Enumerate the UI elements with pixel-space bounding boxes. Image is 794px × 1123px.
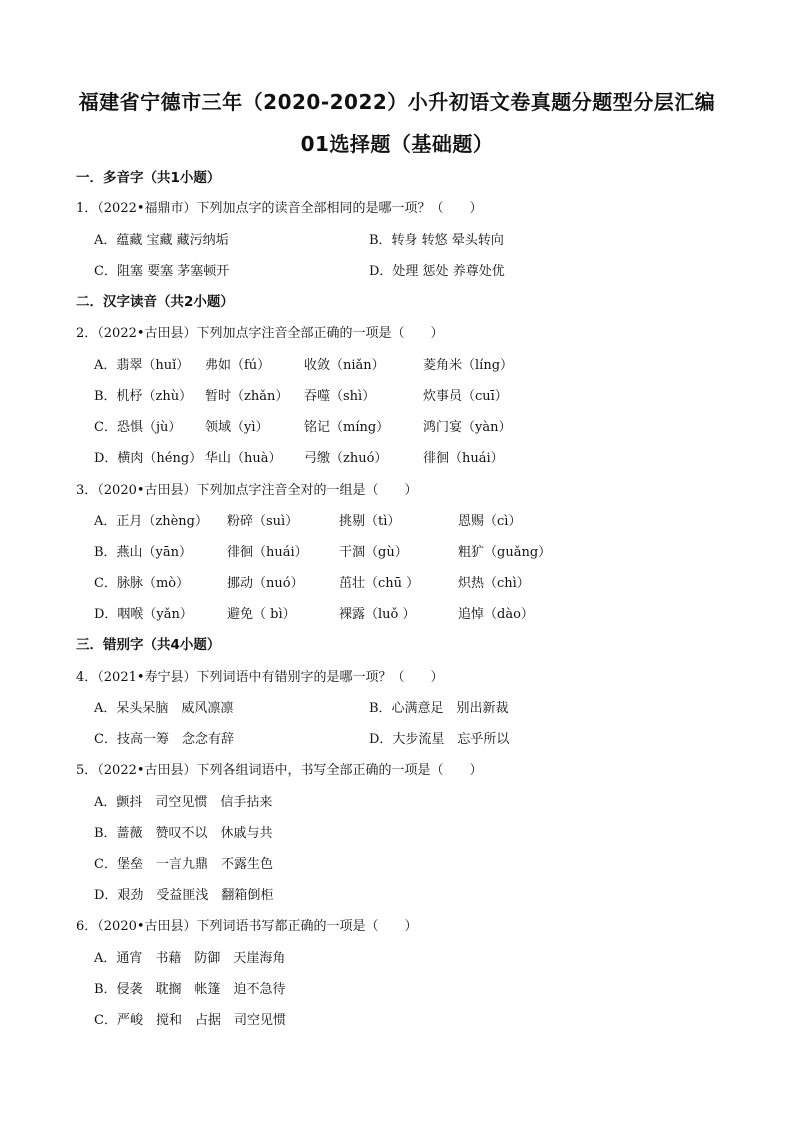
option-a-2: 粉碎（suì）: [227, 514, 299, 529]
section-heading: 三．错别字（共4小题）: [76, 637, 221, 653]
option-b-4: 炊事员（cuī）: [423, 389, 508, 404]
option-a-4: 菱角米（líng）: [423, 358, 514, 373]
option-a-1: A．翡翠（huǐ）: [94, 358, 190, 373]
option-c-1: C．恐惧（jù）: [94, 420, 182, 435]
question-stem: 2．（2022•古田县）下列加点字注音全部正确的一项是（ ）: [76, 326, 444, 341]
option-b-1: B．机杼（zhù）: [94, 389, 193, 404]
option-b-3: 干涸（gù）: [339, 545, 408, 560]
option-a-3: 收敛（niǎn）: [304, 358, 385, 373]
option-b: B．侵袭 耽搁 帐篷 迫不急待: [94, 982, 286, 997]
option-c: C．堡垒 一言九鼎 不露生色: [94, 857, 273, 872]
option-b-2: 徘徊（huái）: [227, 545, 308, 560]
option-b-3: 吞噬（shì）: [304, 389, 376, 404]
option-d: D．大步流星 忘乎所以: [369, 732, 510, 747]
option-d-2: 避免（ bì）: [227, 607, 296, 622]
option-b: B．心满意足 别出新裁: [369, 701, 509, 716]
page-subtitle: 01选择题（基础题）: [300, 132, 494, 156]
option-d-2: 华山（huà）: [205, 451, 282, 466]
question-stem: 3．（2020•古田县）下列加点字注音全对的一组是（ ）: [76, 483, 418, 498]
option-a-1: A．正月（zhèng）: [94, 514, 208, 529]
option-d: D．艰劲 受益匪浅 翻箱倒柜: [94, 888, 274, 903]
option-c-1: C．脉脉（mò）: [94, 576, 190, 591]
option-d-1: D．横肉（héng）: [94, 451, 203, 466]
question-stem: 4．（2021•寿宁县）下列词语中有错别字的是哪一项？（ ）: [76, 670, 444, 685]
option-d-3: 弓缴（zhuó）: [304, 451, 388, 466]
option-d-4: 追悼（dào）: [458, 607, 534, 622]
option-c-4: 鸿门宴（yàn）: [423, 420, 512, 435]
option-d-4: 徘徊（huái）: [423, 451, 504, 466]
option-d-1: D．咽喉（yǎn）: [94, 607, 193, 622]
option-b: B．转身 转悠 晕头转向: [369, 233, 504, 248]
question-stem: 5．（2022•古田县）下列各组词语中，书写全部正确的一项是（ ）: [76, 763, 483, 778]
option-d: D．处理 惩处 养尊处优: [369, 264, 505, 279]
option-a: A．通宵 书藉 防御 天崖海角: [94, 951, 286, 966]
option-a-3: 挑剔（tì）: [339, 514, 401, 529]
page-title: 福建省宁德市三年（2020-2022）小升初语文卷真题分题型分层汇编: [78, 90, 716, 114]
option-c: C．技高一筹 念念有辞: [94, 732, 234, 747]
option-c-3: 铭记（míng）: [304, 420, 390, 435]
option-b-4: 粗犷（guǎng）: [458, 545, 552, 560]
option-a: A．颤抖 司空见惯 信手拈来: [94, 795, 273, 810]
option-c-3: 茁壮（chū ）: [339, 576, 420, 591]
option-c-2: 领域（yì）: [205, 420, 269, 435]
option-a-4: 恩赐（cì）: [458, 514, 522, 529]
option-c: C．严峻 搅和 占据 司空见惯: [94, 1013, 286, 1028]
question-stem: 1．（2022•福鼎市）下列加点字的读音全部相同的是哪一项？（ ）: [76, 201, 483, 216]
section-heading: 一．多音字（共1小题）: [76, 170, 221, 186]
option-a: A．呆头呆脑 威风凛凛: [94, 701, 234, 716]
option-c-2: 挪动（nuó）: [227, 576, 304, 591]
option-c: C．阻塞 要塞 茅塞顿开: [94, 264, 230, 279]
section-heading: 二．汉字读音（共2小题）: [76, 294, 234, 310]
option-b-1: B．燕山（yān）: [94, 545, 193, 560]
option-c-4: 炽热（chì）: [458, 576, 530, 591]
question-stem: 6．（2020•古田县）下列词语书写都正确的一项是（ ）: [76, 919, 418, 934]
option-d-3: 裸露（luǒ ）: [339, 607, 416, 622]
option-b: B．蔷薇 赞叹不以 休戚与共: [94, 826, 273, 841]
option-a-2: 弗如（fú）: [205, 358, 271, 373]
option-b-2: 暂时（zhǎn）: [205, 389, 289, 404]
option-a: A．蕴藏 宝藏 藏污纳垢: [94, 233, 229, 248]
